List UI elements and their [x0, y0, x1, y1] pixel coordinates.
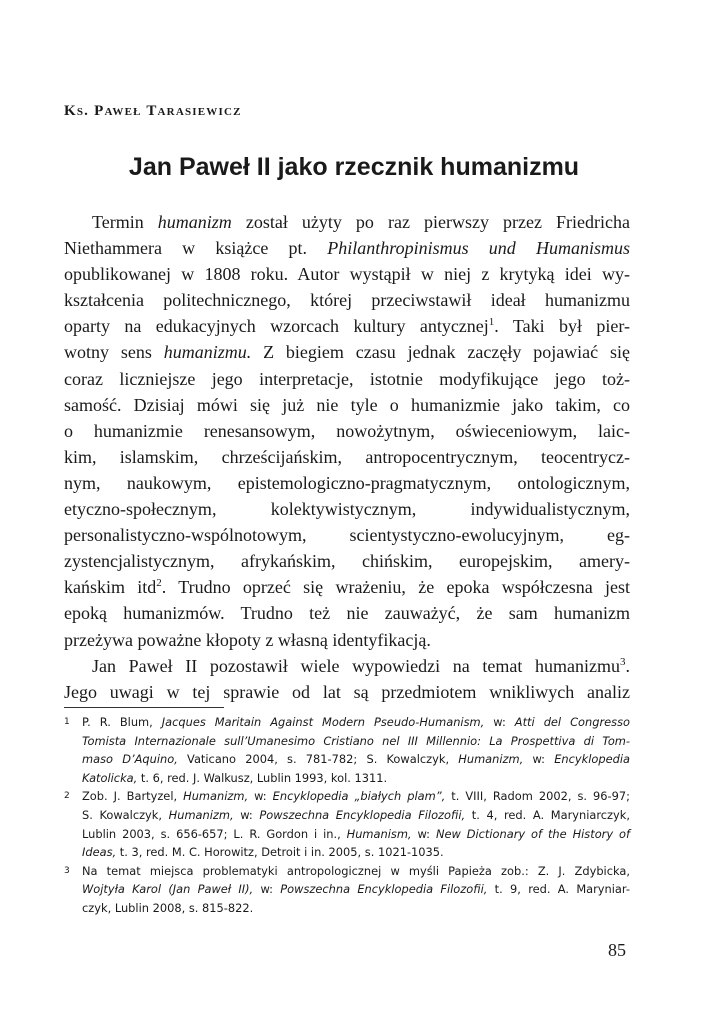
text-line: kim, islamskim, chrześcijańskim, antropocentrycznym, teocentrycz- — [64, 446, 630, 467]
text-line: kańskim itd$^2$. Trudno oprzeć się wrażeniu, że epoka współczesna jest — [64, 577, 631, 598]
footnote-line: Na temat miejsca problematyki antropologicznej w myśli Papieża zob.: Z. J. Zdybicka, — [82, 863, 630, 878]
text-line: personalistyczno-wspólnotowym, scientystyczno-ewolucyjnym, eg- — [64, 525, 630, 546]
footnote-number: 2 — [64, 791, 70, 802]
text-line: Niethammera w książce pt. Philanthropinismus und Humanismus — [64, 238, 630, 259]
footnote-ref: 1 — [488, 316, 495, 329]
text-line: coraz liczniejsze jego interpretacje, istotnie modyfikujące jego toż- — [64, 368, 630, 389]
text-line: Termin humanizm został użyty po raz pierwszy przez Friedricha — [92, 212, 630, 232]
text-line: Jan Paweł II pozostawił wiele wypowiedzi na temat humanizmu$^3$. — [92, 655, 630, 676]
text-line: samość. Dzisiaj mówi się już nie tyle o humanizmie jako takim, co — [64, 394, 630, 415]
footnote-line: czyk, Lublin 2008, s. 815-822. — [82, 900, 254, 915]
body-text — [64, 209, 630, 705]
author-name: Ks. Paweł Tarasiewicz — [64, 103, 242, 119]
text-line: oparty na edukacyjnych wzorcach kultury antycznej$^1$. Taki był pier- — [64, 316, 630, 337]
footnote-line: P. R. Blum, Jacques Maritain Against Modern Pseudo-Humanism, w: Atti del Congresso — [82, 715, 630, 729]
text-line: epoką humanizmów. Trudno też nie zauważyć, że sam humanizm — [64, 603, 630, 624]
text-line: nym, naukowym, epistemologiczno-pragmatycznym, ontologicznym, — [64, 472, 630, 493]
text-line: wotny sens humanizmu. Z biegiem czasu jednak zaczęły pojawiać się — [64, 342, 631, 363]
text-line: Jego uwagi w tej sprawie od lat są przedmiotem wnikliwych analiz — [64, 681, 630, 702]
footnote-divider — [64, 707, 224, 708]
footnote-number: 3 — [64, 865, 70, 876]
footnote — [64, 713, 630, 787]
footnotes — [64, 713, 630, 918]
footnote-line: Zob. J. Bartyzel, Humanizm, w: Encyklopedia „białych plam”, t. VIII, Radom 2002, s. 96-97; — [82, 789, 630, 804]
footnote — [64, 862, 630, 918]
footnote-line: Wojtyła Karol (Jan Paweł II), w: Powszechna Encyklopedia Filozofii, t. 9, red. A. Maryniar- — [82, 882, 630, 897]
text-line: etyczno-społecznym, kolektywistycznym, indywidualistycznym, — [64, 499, 630, 520]
chapter-title: Jan Paweł II jako rzecznik humanizmu — [128, 153, 580, 181]
footnote-ref: 2 — [156, 577, 162, 590]
footnote-line: Lublin 2003, s. 656-657; L. R. Gordon i in., Humanism, w: New Dictionary of the History of — [82, 826, 630, 841]
footnote-line: maso D’Aquino, Vaticano 2004, s. 781-782; S. Kowalczyk, Humanizm, w: Encyklopedia — [82, 752, 630, 767]
text-line: o humanizmie renesansowym, nowożytnym, oświeceniowym, laic- — [64, 420, 630, 441]
footnote-number: 1 — [64, 717, 70, 727]
text-line: kształcenia politechnicznego, której przeciwstawił ideał humanizmu — [64, 290, 630, 311]
footnote-ref: 3 — [620, 655, 626, 668]
page-number: 85 — [608, 940, 626, 960]
text-line: zystencjalistycznym, afrykańskim, chińskim, europejskim, amery- — [64, 551, 630, 572]
text-line: przeżywa poważne kłopoty z własną identyfikacją. — [64, 629, 431, 650]
footnote-line: Tomista Internazionale sull’Umanesimo Cristiano nel III Millennio: La Prospettiva di Tom- — [82, 733, 630, 748]
footnote-line: Ideas, t. 3, red. M. C. Horowitz, Detroit i in. 2005, s. 1021-1035. — [82, 845, 444, 860]
footnote — [64, 787, 630, 861]
text-line: opublikowanej w 1808 roku. Autor wystąpił w niej z krytyką idei wy- — [64, 264, 630, 285]
footnote-line: Katolicka, t. 6, red. J. Walkusz, Lublin 1993, kol. 1311. — [82, 770, 388, 785]
footnote-line: S. Kowalczyk, Humanizm, w: Powszechna Encyklopedia Filozofii, t. 4, red. A. Maryniarczyk, — [82, 807, 630, 822]
